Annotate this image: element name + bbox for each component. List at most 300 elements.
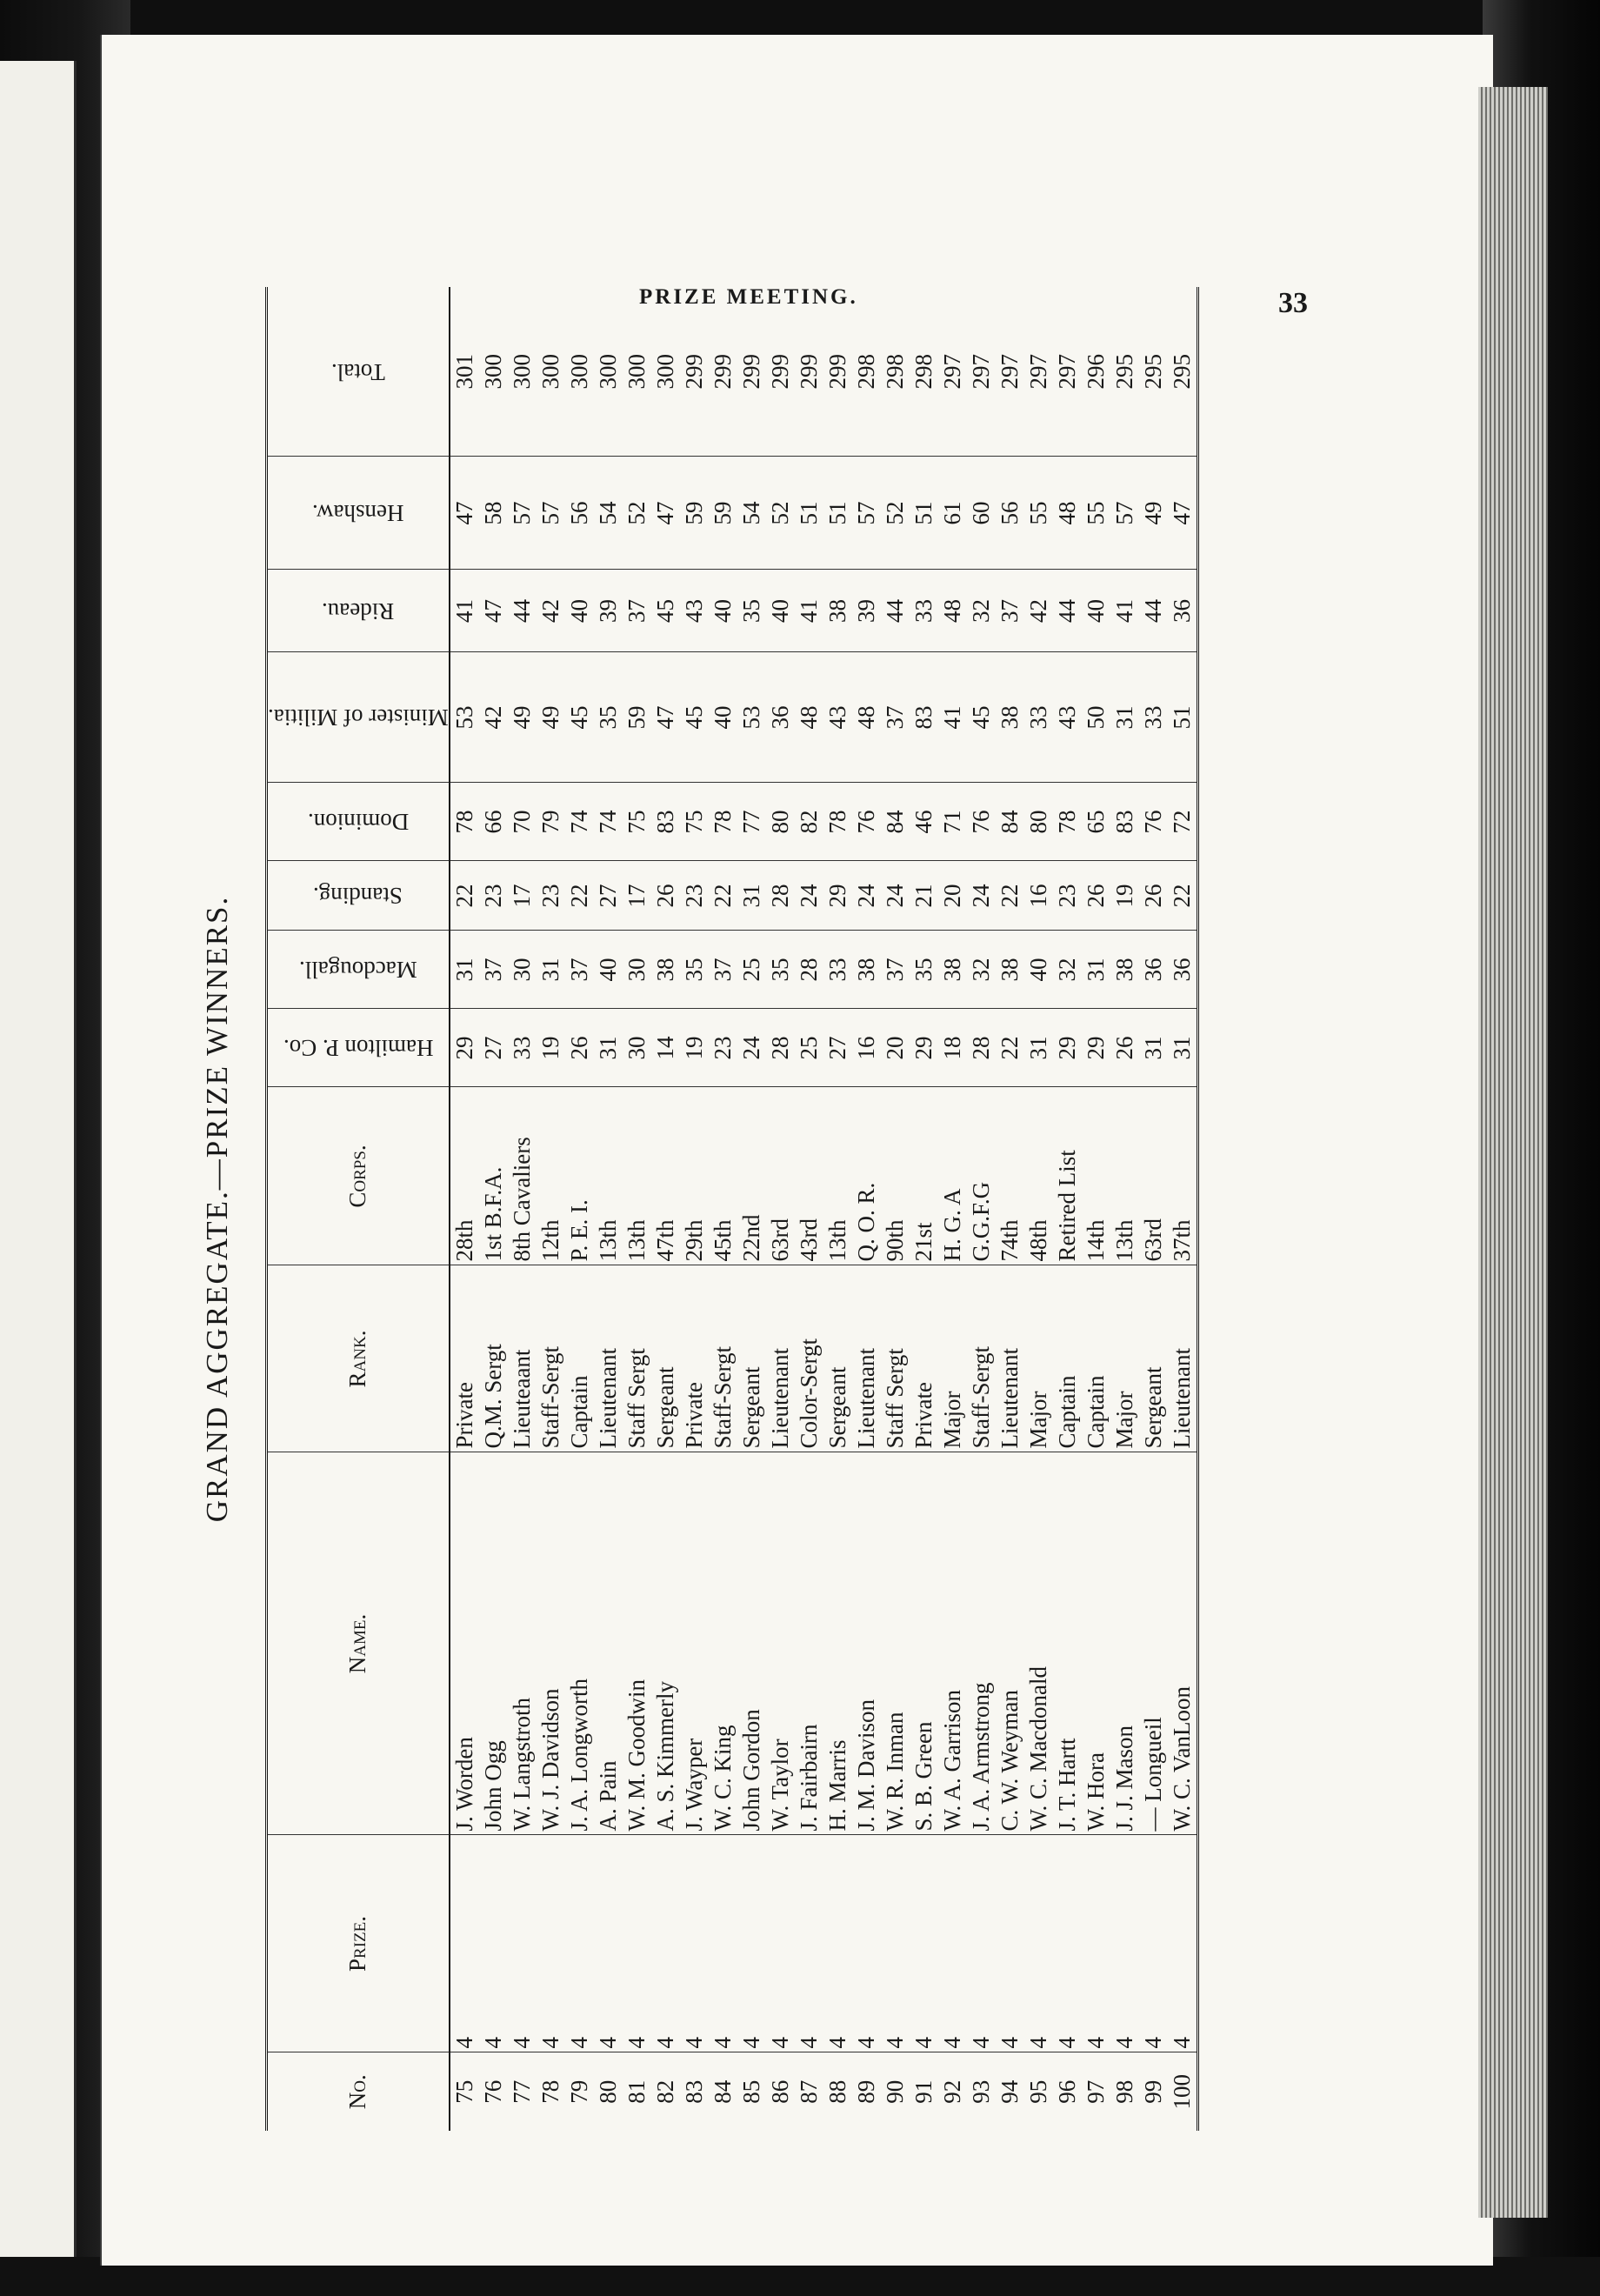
- cell-hamilton: 24: [737, 1009, 766, 1087]
- cell-rideau: 41: [450, 570, 479, 652]
- col-corps: Corps.: [267, 1087, 450, 1265]
- cell-rideau: 44: [881, 570, 910, 652]
- cell-corps: 1st B.F.A.: [479, 1087, 508, 1265]
- cell-standing: 26: [651, 861, 680, 931]
- cell-henshaw: 47: [1168, 457, 1198, 570]
- table-row: [823, 287, 852, 2131]
- cell-rank: Lieutenant: [996, 1265, 1024, 1452]
- cell-no: 94: [996, 2079, 1023, 2104]
- cell-hamilton: 31: [1139, 1009, 1168, 1087]
- cell-standing: 23: [479, 861, 508, 931]
- cell-total: 301: [450, 287, 479, 457]
- cell-macdougall: 35: [910, 931, 938, 1009]
- table-row: [709, 287, 737, 2131]
- cell-hamilton: 28: [967, 1009, 996, 1087]
- cell-hamilton: 31: [1168, 1009, 1198, 1087]
- cell-corps: 63rd: [766, 1087, 795, 1265]
- cell-hamilton: 29: [450, 1009, 479, 1087]
- cell-rank: Q.M. Sergt: [479, 1265, 508, 1452]
- cell-macdougall: 37: [565, 931, 594, 1009]
- cell-corps: 13th: [623, 1087, 651, 1265]
- cell-rank: Captain: [1053, 1265, 1082, 1452]
- cell-standing: 24: [967, 861, 996, 931]
- table-row: [594, 287, 623, 2131]
- cell-no: 84: [709, 2079, 736, 2104]
- cell-no: 86: [766, 2079, 793, 2104]
- cell-minister-militia: 40: [709, 652, 737, 783]
- cell-henshaw: 55: [1082, 457, 1110, 570]
- cell-dominion: 78: [709, 783, 737, 861]
- cell-prize: 4: [1139, 1835, 1168, 2052]
- cell-name: W. A. Garrison: [938, 1452, 967, 1835]
- cell-standing: 19: [1110, 861, 1139, 931]
- cell-rideau: 37: [623, 570, 651, 652]
- cell-name: John Ogg: [479, 1452, 508, 1835]
- cell-henshaw: 54: [594, 457, 623, 570]
- cell-name: W. C. VanLoon: [1168, 1452, 1198, 1835]
- cell-standing: 26: [1082, 861, 1110, 931]
- table-row: [1024, 287, 1053, 2131]
- cell-minister-militia: 37: [881, 652, 910, 783]
- table-row: [1082, 287, 1110, 2131]
- cell-minister-militia: 45: [680, 652, 709, 783]
- cell-henshaw: 57: [508, 457, 537, 570]
- cell-rideau: 41: [1110, 570, 1139, 652]
- cell-corps: 28th: [450, 1087, 479, 1265]
- cell-hamilton: 19: [537, 1009, 565, 1087]
- cell-hamilton: 30: [623, 1009, 651, 1087]
- cell-total: 299: [766, 287, 795, 457]
- table-row: [1168, 287, 1198, 2131]
- cell-rank: Lieutenant: [1168, 1265, 1198, 1452]
- cell-standing: 22: [996, 861, 1024, 931]
- cell-name: J. M. Davison: [852, 1452, 881, 1835]
- cell-total: 295: [1139, 287, 1168, 457]
- cell-macdougall: 28: [795, 931, 823, 1009]
- cell-hamilton: 26: [565, 1009, 594, 1087]
- cell-corps: Retired List: [1053, 1087, 1082, 1265]
- cell-total: 300: [565, 287, 594, 457]
- table-row: [996, 287, 1024, 2131]
- cell-henshaw: 61: [938, 457, 967, 570]
- cell-standing: 24: [881, 861, 910, 931]
- cell-no: 97: [1082, 2079, 1109, 2104]
- cell-rideau: 41: [795, 570, 823, 652]
- cell-dominion: 76: [1139, 783, 1168, 861]
- cell-macdougall: 38: [996, 931, 1024, 1009]
- cell-dominion: 83: [651, 783, 680, 861]
- cell-name: W. J. Davidson: [537, 1452, 565, 1835]
- cell-hamilton: 33: [508, 1009, 537, 1087]
- cell-name: — Longueil: [1139, 1452, 1168, 1835]
- cell-prize: 4: [910, 1835, 938, 2052]
- cell-standing: 23: [537, 861, 565, 931]
- table-row: [910, 287, 938, 2131]
- table-row: [1110, 287, 1139, 2131]
- cell-no: 88: [823, 2079, 850, 2104]
- cell-macdougall: 38: [852, 931, 881, 1009]
- cell-hamilton: 31: [594, 1009, 623, 1087]
- cell-henshaw: 51: [910, 457, 938, 570]
- cell-henshaw: 47: [450, 457, 479, 570]
- cell-standing: 22: [450, 861, 479, 931]
- cell-corps: 74th: [996, 1087, 1024, 1265]
- cell-rideau: 40: [709, 570, 737, 652]
- cell-minister-militia: 31: [1110, 652, 1139, 783]
- cell-name: W. Hora: [1082, 1452, 1110, 1835]
- cell-henshaw: 52: [766, 457, 795, 570]
- cell-henshaw: 52: [623, 457, 651, 570]
- cell-no: 79: [565, 2079, 592, 2104]
- cell-rank: Major: [1024, 1265, 1053, 1452]
- cell-minister-militia: 83: [910, 652, 938, 783]
- cell-rank: Staff Sergt: [881, 1265, 910, 1452]
- table-row: [737, 287, 766, 2131]
- cell-rideau: 40: [766, 570, 795, 652]
- cell-dominion: 74: [565, 783, 594, 861]
- cell-name: A. S. Kimmerly: [651, 1452, 680, 1835]
- cell-total: 299: [709, 287, 737, 457]
- cell-rideau: 39: [852, 570, 881, 652]
- cell-henshaw: 55: [1024, 457, 1053, 570]
- cell-rank: Captain: [1082, 1265, 1110, 1452]
- cell-dominion: 65: [1082, 783, 1110, 861]
- cell-hamilton: 16: [852, 1009, 881, 1087]
- cell-corps: 37th: [1168, 1087, 1198, 1265]
- cell-no: 99: [1139, 2079, 1166, 2104]
- table-row: [852, 287, 881, 2131]
- cell-macdougall: 31: [537, 931, 565, 1009]
- cell-minister-militia: 48: [852, 652, 881, 783]
- cell-standing: 17: [508, 861, 537, 931]
- cell-total: 297: [938, 287, 967, 457]
- cell-dominion: 83: [1110, 783, 1139, 861]
- cell-hamilton: 18: [938, 1009, 967, 1087]
- cell-total: 300: [651, 287, 680, 457]
- cell-corps: H. G. A: [938, 1087, 967, 1265]
- cell-henshaw: 57: [852, 457, 881, 570]
- cell-total: 295: [1110, 287, 1139, 457]
- cell-prize: 4: [450, 1835, 479, 2052]
- cell-prize: 4: [680, 1835, 709, 2052]
- cell-dominion: 76: [852, 783, 881, 861]
- cell-henshaw: 51: [795, 457, 823, 570]
- cell-prize: 4: [967, 1835, 996, 2052]
- cell-minister-militia: 38: [996, 652, 1024, 783]
- cell-henshaw: 60: [967, 457, 996, 570]
- cell-no: 83: [680, 2079, 707, 2104]
- cell-hamilton: 29: [910, 1009, 938, 1087]
- cell-dominion: 74: [594, 783, 623, 861]
- cell-corps: 12th: [537, 1087, 565, 1265]
- cell-macdougall: 32: [1053, 931, 1082, 1009]
- cell-name: John Gordon: [737, 1452, 766, 1835]
- table-row: [565, 287, 594, 2131]
- cell-dominion: 76: [967, 783, 996, 861]
- col-macdougall: Macdougall.: [267, 931, 450, 1009]
- cell-rank: Staff-Sergt: [967, 1265, 996, 1452]
- cell-rank: Sergeant: [1139, 1265, 1168, 1452]
- cell-name: S. B. Green: [910, 1452, 938, 1835]
- cell-standing: 27: [594, 861, 623, 931]
- cell-hamilton: 27: [479, 1009, 508, 1087]
- cell-prize: 4: [1110, 1835, 1139, 2052]
- rotated-table-block: [200, 287, 1322, 2131]
- cell-dominion: 80: [1024, 783, 1053, 861]
- cell-standing: 22: [709, 861, 737, 931]
- cell-rideau: 39: [594, 570, 623, 652]
- cell-standing: 21: [910, 861, 938, 931]
- cell-minister-militia: 53: [450, 652, 479, 783]
- cell-minister-militia: 49: [537, 652, 565, 783]
- cell-no: 95: [1024, 2079, 1051, 2104]
- cell-no: 85: [737, 2079, 764, 2104]
- cell-minister-militia: 43: [1053, 652, 1082, 783]
- cell-dominion: 79: [537, 783, 565, 861]
- cell-corps: 29th: [680, 1087, 709, 1265]
- col-rank: Rank.: [267, 1265, 450, 1452]
- cell-macdougall: 30: [508, 931, 537, 1009]
- cell-hamilton: 14: [651, 1009, 680, 1087]
- cell-rank: Private: [680, 1265, 709, 1452]
- cell-prize: 4: [737, 1835, 766, 2052]
- cell-rideau: 40: [565, 570, 594, 652]
- cell-prize: 4: [996, 1835, 1024, 2052]
- table-row: [623, 287, 651, 2131]
- cell-rideau: 32: [967, 570, 996, 652]
- cell-macdougall: 38: [938, 931, 967, 1009]
- cell-name: W. R. Inman: [881, 1452, 910, 1835]
- cell-henshaw: 56: [996, 457, 1024, 570]
- cell-prize: 4: [594, 1835, 623, 2052]
- cell-name: W. M. Goodwin: [623, 1452, 651, 1835]
- cell-total: 300: [537, 287, 565, 457]
- cell-corps: 48th: [1024, 1087, 1053, 1265]
- cell-henshaw: 52: [881, 457, 910, 570]
- cell-corps: P. E. I.: [565, 1087, 594, 1265]
- cell-macdougall: 40: [594, 931, 623, 1009]
- page-number: 33: [1278, 287, 1308, 319]
- cell-no: 92: [938, 2079, 965, 2104]
- table-row: [479, 287, 508, 2131]
- cell-prize: 4: [709, 1835, 737, 2052]
- cell-rank: Lieuteaant: [508, 1265, 537, 1452]
- table-row: [881, 287, 910, 2131]
- cell-dominion: 78: [823, 783, 852, 861]
- col-name: Name.: [267, 1452, 450, 1835]
- cell-rank: Sergeant: [651, 1265, 680, 1452]
- cell-minister-militia: 47: [651, 652, 680, 783]
- facing-page-edge: [0, 61, 77, 2266]
- cell-corps: 45th: [709, 1087, 737, 1265]
- cell-corps: 47th: [651, 1087, 680, 1265]
- cell-total: 297: [1053, 287, 1082, 457]
- cell-dominion: 78: [1053, 783, 1082, 861]
- cell-rideau: 33: [910, 570, 938, 652]
- cell-standing: 24: [852, 861, 881, 931]
- cell-prize: 4: [537, 1835, 565, 2052]
- cell-no: 80: [594, 2079, 621, 2104]
- cell-rideau: 44: [1053, 570, 1082, 652]
- cell-hamilton: 29: [1082, 1009, 1110, 1087]
- cell-no: 100: [1168, 2074, 1195, 2110]
- col-standing: Standing.: [267, 861, 450, 931]
- cell-minister-militia: 33: [1024, 652, 1053, 783]
- cell-standing: 26: [1139, 861, 1168, 931]
- cell-no: 89: [852, 2079, 879, 2104]
- cell-rank: Sergeant: [823, 1265, 852, 1452]
- cell-total: 299: [737, 287, 766, 457]
- cell-total: 298: [910, 287, 938, 457]
- cell-corps: 8th Cavaliers: [508, 1087, 537, 1265]
- cell-minister-militia: 36: [766, 652, 795, 783]
- cell-macdougall: 37: [709, 931, 737, 1009]
- cell-corps: G.G.F.G: [967, 1087, 996, 1265]
- cell-standing: 29: [823, 861, 852, 931]
- col-no: No.: [267, 2052, 450, 2131]
- cell-standing: 24: [795, 861, 823, 931]
- col-dominion: Dominion.: [267, 783, 450, 861]
- cell-minister-militia: 59: [623, 652, 651, 783]
- cell-prize: 4: [1053, 1835, 1082, 2052]
- running-header: PRIZE MEETING.: [639, 285, 858, 309]
- page-stack-edges: [1478, 87, 1548, 2218]
- cell-minister-militia: 35: [594, 652, 623, 783]
- cell-name: J. A. Longworth: [565, 1452, 594, 1835]
- cell-hamilton: 29: [1053, 1009, 1082, 1087]
- cell-rideau: 47: [479, 570, 508, 652]
- cell-standing: 22: [1168, 861, 1198, 931]
- cell-dominion: 70: [508, 783, 537, 861]
- cell-total: 299: [795, 287, 823, 457]
- cell-corps: Q. O. R.: [852, 1087, 881, 1265]
- table-row: [795, 287, 823, 2131]
- cell-rideau: 45: [651, 570, 680, 652]
- table-row: [766, 287, 795, 2131]
- cell-henshaw: 49: [1139, 457, 1168, 570]
- cell-rank: Sergeant: [737, 1265, 766, 1452]
- cell-macdougall: 36: [1139, 931, 1168, 1009]
- cell-no: 90: [881, 2079, 908, 2104]
- cell-minister-militia: 45: [967, 652, 996, 783]
- cell-rideau: 37: [996, 570, 1024, 652]
- cell-no: 98: [1110, 2079, 1137, 2104]
- cell-corps: 21st: [910, 1087, 938, 1265]
- cell-rideau: 44: [1139, 570, 1168, 652]
- cell-prize: 4: [508, 1835, 537, 2052]
- cell-prize: 4: [823, 1835, 852, 2052]
- cell-name: J. Wayper: [680, 1452, 709, 1835]
- cell-name: H. Marris: [823, 1452, 852, 1835]
- cell-rideau: 42: [537, 570, 565, 652]
- cell-total: 297: [1024, 287, 1053, 457]
- cell-macdougall: 31: [450, 931, 479, 1009]
- cell-name: A. Pain: [594, 1452, 623, 1835]
- cell-henshaw: 57: [1110, 457, 1139, 570]
- cell-corps: 43rd: [795, 1087, 823, 1265]
- cell-total: 297: [996, 287, 1024, 457]
- cell-no: 96: [1053, 2079, 1080, 2104]
- cell-name: W. C. Macdonald: [1024, 1452, 1053, 1835]
- cell-name: C. W. Weyman: [996, 1452, 1024, 1835]
- cell-name: J. Fairbairn: [795, 1452, 823, 1835]
- cell-no: 78: [537, 2079, 563, 2104]
- cell-corps: 14th: [1082, 1087, 1110, 1265]
- cell-corps: 13th: [823, 1087, 852, 1265]
- cell-no: 93: [967, 2079, 994, 2104]
- cell-rank: Private: [910, 1265, 938, 1452]
- cell-henshaw: 56: [565, 457, 594, 570]
- table-row: [508, 287, 537, 2131]
- cell-hamilton: 26: [1110, 1009, 1139, 1087]
- cell-rideau: 43: [680, 570, 709, 652]
- col-henshaw: Henshaw.: [267, 457, 450, 570]
- cell-hamilton: 27: [823, 1009, 852, 1087]
- cell-henshaw: 51: [823, 457, 852, 570]
- cell-macdougall: 37: [479, 931, 508, 1009]
- cell-total: 296: [1082, 287, 1110, 457]
- col-minister-militia: Minister of Militia.: [267, 652, 450, 783]
- cell-henshaw: 59: [709, 457, 737, 570]
- cell-no: 91: [910, 2079, 937, 2104]
- cell-total: 297: [967, 287, 996, 457]
- cell-macdougall: 30: [623, 931, 651, 1009]
- cell-minister-militia: 48: [795, 652, 823, 783]
- cell-dominion: 71: [938, 783, 967, 861]
- cell-dominion: 82: [795, 783, 823, 861]
- col-rideau: Rideau.: [267, 570, 450, 652]
- table-row: [1139, 287, 1168, 2131]
- cell-corps: 13th: [594, 1087, 623, 1265]
- cell-henshaw: 57: [537, 457, 565, 570]
- cell-rank: Lieutenant: [594, 1265, 623, 1452]
- cell-corps: 13th: [1110, 1087, 1139, 1265]
- table-row: [967, 287, 996, 2131]
- cell-rank: Staff-Sergt: [537, 1265, 565, 1452]
- cell-macdougall: 36: [1168, 931, 1198, 1009]
- table-title: GRAND AGGREGATE.—PRIZE WINNERS.: [200, 895, 234, 1523]
- cell-minister-militia: 51: [1168, 652, 1198, 783]
- cell-standing: 17: [623, 861, 651, 931]
- cell-rideau: 48: [938, 570, 967, 652]
- cell-dominion: 75: [623, 783, 651, 861]
- col-hamilton: Hamilton P. Co.: [267, 1009, 450, 1087]
- cell-macdougall: 32: [967, 931, 996, 1009]
- cell-prize: 4: [623, 1835, 651, 2052]
- cell-macdougall: 33: [823, 931, 852, 1009]
- cell-name: J. Worden: [450, 1452, 479, 1835]
- table-row: [651, 287, 680, 2131]
- cell-name: J. T. Hartt: [1053, 1452, 1082, 1835]
- cell-dominion: 77: [737, 783, 766, 861]
- cell-dominion: 78: [450, 783, 479, 861]
- cell-minister-militia: 41: [938, 652, 967, 783]
- cell-minister-militia: 33: [1139, 652, 1168, 783]
- cell-dominion: 80: [766, 783, 795, 861]
- cell-hamilton: 19: [680, 1009, 709, 1087]
- cell-prize: 4: [1024, 1835, 1053, 2052]
- cell-rideau: 42: [1024, 570, 1053, 652]
- cell-standing: 16: [1024, 861, 1053, 931]
- cell-prize: 4: [1168, 1835, 1198, 2052]
- cell-rank: Captain: [565, 1265, 594, 1452]
- cell-prize: 4: [881, 1835, 910, 2052]
- cell-total: 299: [823, 287, 852, 457]
- cell-no: 82: [651, 2079, 678, 2104]
- cell-prize: 4: [852, 1835, 881, 2052]
- cell-name: W. C. King: [709, 1452, 737, 1835]
- cell-standing: 20: [938, 861, 967, 931]
